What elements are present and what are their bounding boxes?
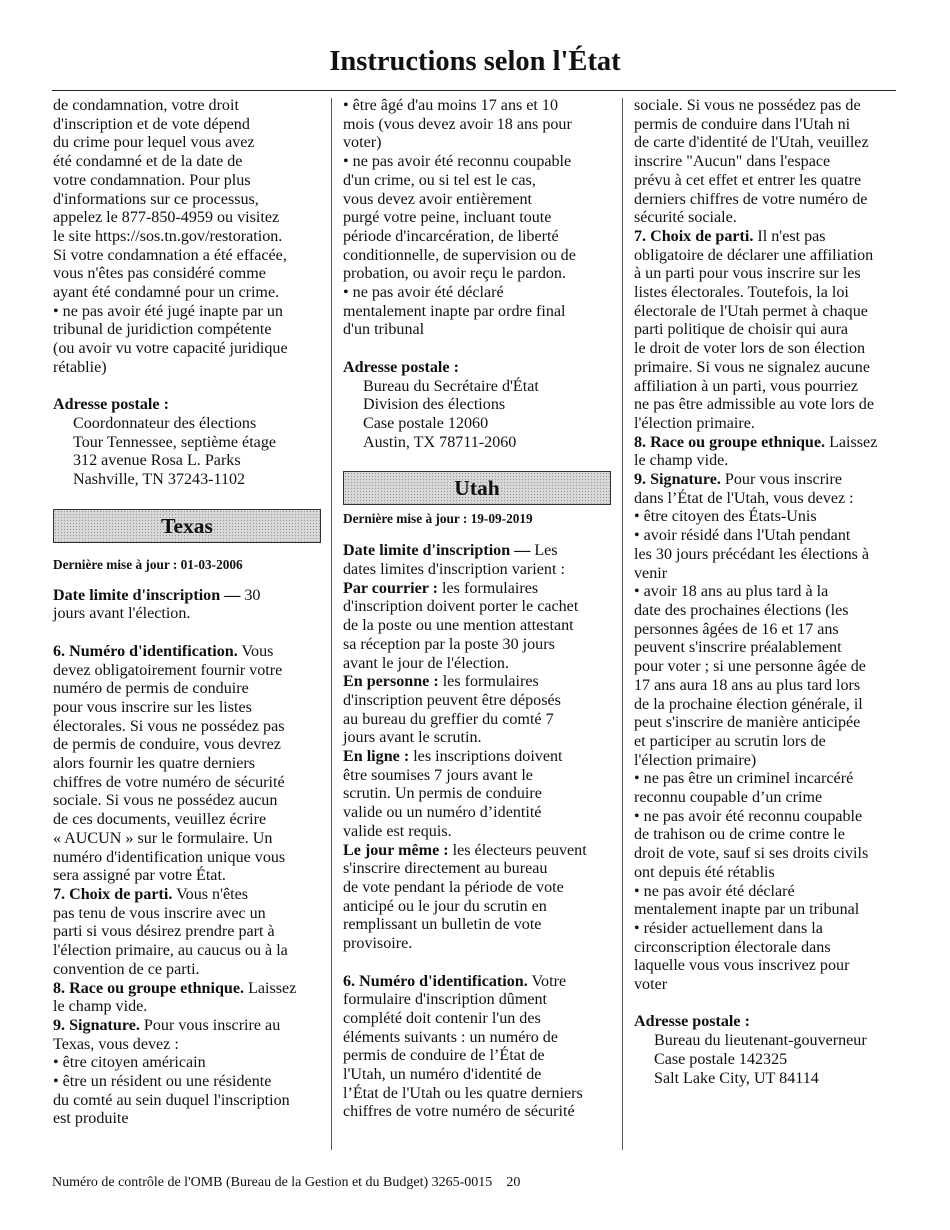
mailing-address: Coordonnateur des élections Tour Tennessee, septième étage 312 avenue Rosa L. Parks Nashville, TN 37243-1102 [73,414,277,489]
mailing-address: Bureau du Secrétaire d'État Division des élections Case postale 12060 Austin, TX 78711-2060 [363,377,539,451]
in-person: En personne : les formulaires [343,673,539,691]
title-rule [52,90,896,91]
column-1: de condamnation, votre droit d'inscription et de vote dépend du crime pour lequel vous avez été condamné et de la date de votre condamnation. Pour plus d'informations sur ce processus, appelez le 877-850-4959 ou visitez le site https://sos.tn.gov/restoration. Si votre condamnation a été effacée, vous n'êtes pas considéré comme ayant été condamné pour un crime. • ne pas avoir été jugé inapte par un tribunal de juridiction compétente (ou avoir vu votre capacité juridique rétablie) Adresse postale : Coordonnateur des élections Tour Tennessee, septième étage 312 avenue Rosa L. Parks Nashville, TN 37243-1102 Texas Dernière mise à jour : 01-03-2006 Date limite d'inscription — 30 jours avant l'élection. 6. Numéro d'identification. Vous devez obligatoirement fournir votre numéro de permis de conduire pour vous inscrire sur les listes électorales. Si vous ne possédez pas de permis de conduire, vous devrez alors fournir les quatre derniers chiffres de votre numéro de sécurité sociale. Si vous ne possédez aucun de ces documents, veuillez écrire « AUCUN » sur le formulaire. Un numéro d'identification unique vous sera assigné par votre État. 7. Choix de parti. Vous n'êtes pas tenu de vous inscrire avec un parti si vous désirez prendre part à l'élection primaire, au caucus ou à la convention de ce parti. 8. Race ou groupe ethnique. Laissez le champ vide. 9. Signature. Pour vous inscrire au Texas, vous devez : • être citoyen américain • être un résident ou une résidente du comté au sein duquel l'inscription est produite [53,97,321,1129]
registration-deadline: Date limite d'inscription — 30 [53,586,261,604]
last-updated: Dernière mise à jour : 19-09-2019 [343,511,533,527]
section-8: 8. Race ou groupe ethnique. Laissez [53,979,297,997]
page-title: Instructions selon l'État [329,46,621,77]
column-divider [622,98,623,1150]
last-updated: Dernière mise à jour : 01-03-2006 [53,556,243,572]
state-header-utah: Utah [343,471,611,505]
section-9: 9. Signature. Pour vous inscrire [634,471,843,489]
online: En ligne : les inscriptions doivent [343,748,563,766]
registration-deadline: Date limite d'inscription — Les [343,542,558,560]
tennessee-continued: de condamnation, votre droit d'inscription et de vote dépend du crime pour lequel vous avez été condamné et de la date de votre condamnation. Pour plus d'informations sur ce processus, appelez le 877-850-4959 ou visitez le site https://sos.tn.gov/restoration. Si votre condamnation a été effacée, vous n'êtes pas considéré comme ayant été condamné pour un crime. • ne pas avoir été jugé inapte par un tribunal de juridiction compétente (ou avoir vu votre capacité juridique rétablie) [53,97,288,376]
section-6: 6. Numéro d'identification. Vous [53,642,274,660]
column-divider [331,98,332,1150]
omb-control-number: Numéro de contrôle de l'OMB (Bureau de la Gestion et du Budget) 3265-0015 [52,1175,493,1190]
mailing-address-heading: Adresse postale : [343,358,459,376]
state-header-texas: Texas [53,509,321,543]
texas-continued: • être âgé d'au moins 17 ans et 10 mois (vous devez avoir 18 ans pour voter) • ne pas avoir été reconnu coupable d'un crime, ou si tel est le cas, vous devez avoir entièrement purgé votre peine, incluant toute période d'incarcération, de liberté conditionnelle, de supervision ou de probation, ou avoir reçu le pardon. • ne pas avoir été déclaré mentalement inapte par ordre final d'un tribunal [343,97,576,339]
page-number: 20 [506,1175,521,1190]
section-7: 7. Choix de parti. Il n'est pas [634,227,826,245]
column-3: sociale. Si vous ne possédez pas de permis de conduire dans l'Utah ni de carte d'identité de l'Utah, veuillez inscrire "Aucun" dans l'espace prévu à cet effet et entrer les quatre derniers chiffres de votre numéro de sécurité sociale. 7. Choix de parti. Il n'est pas obligatoire de déclarer une affiliation à un parti pour vous inscrire sur les listes électorales. Toutefois, la loi électorale de l'Utah permet à chaque parti politique de choisir qui aura le droit de voter lors de son élection primaire. Si vous ne signalez aucune affiliation à un parti, vous pourriez ne pas être admissible au vote lors de l'élection primaire. 8. Race ou groupe ethnique. Laissez le champ vide. 9. Signature. Pour vous inscrire dans l’État de l'Utah, vous devez : • être citoyen des États-Unis • avoir résidé dans l'Utah pendant les 30 jours précédant les élections à venir • avoir 18 ans au plus tard à la date des prochaines élections (les personnes âgées de 16 et 17 ans peuvent s'inscrire préalablement pour voter ; si une personne âgée de 17 ans aura 18 ans au plus tard lors de la prochaine élection générale, il peut s'inscrire de manière anticipée et participer au scrutin lors de l'élection primaire) • ne pas être un criminel incarcéré reconnu coupable d’un crime • ne pas avoir été reconnu coupable de trahison ou de crime contre le droit de vote, sauf si ses droits civils ont depuis été rétablis • ne pas avoir été déclaré mentalement inapte par un tribunal • résider actuellement dans la circonscription électorale dans laquelle vous vous inscrivez pour voter Adresse postale : Bureau du lieutenant-gouverneur Case postale 142325 Salt Lake City, UT 84114 [634,97,900,1088]
section-6: 6. Numéro d'identification. Votre [343,972,567,990]
page-footer [52,1175,520,1191]
utah-continued: sociale. Si vous ne possédez pas de permis de conduire dans l'Utah ni de carte d'identité de l'Utah, veuillez inscrire "Aucun" dans l'espace prévu à cet effet et entrer les quatre derniers chiffres de votre numéro de sécurité sociale. [634,97,869,227]
mailing-address: Bureau du lieutenant-gouverneur Case postale 142325 Salt Lake City, UT 84114 [654,1032,867,1087]
mailing-address-heading: Adresse postale : [634,1013,750,1031]
column-2: • être âgé d'au moins 17 ans et 10 mois (vous devez avoir 18 ans pour voter) • ne pas avoir été reconnu coupable d'un crime, ou si tel est le cas, vous devez avoir entièrement purgé votre peine, incluant toute période d'incarcération, de liberté conditionnelle, de supervision ou de probation, ou avoir reçu le pardon. • ne pas avoir été déclaré mentalement inapte par ordre final d'un tribunal Adresse postale : Bureau du Secrétaire d'État Division des élections Case postale 12060 Austin, TX 78711-2060 Utah Dernière mise à jour : 19-09-2019 Date limite d'inscription — Les dates limites d'inscription varient : Par courrier : les formulaires d'inscription doivent porter le cachet de la poste ou une mention attestant sa réception par la poste 30 jours avant le jour de l'élection. En personne : les formulaires d'inscription peuvent être déposés au bureau du greffier du comté 7 jours avant le scrutin. En ligne : les inscriptions doivent être soumises 7 jours avant le scrutin. Un permis de conduire valide ou un numéro d’identité valide est requis. Le jour même : les électeurs peuvent s'inscrire directement au bureau de vote pendant la période de vote anticipé ou le jour du scrutin en remplissant un bulletin de vote provisoire. 6. Numéro d'identification. Votre formulaire d'inscription dûment complété doit contenir l'un des éléments suivants : un numéro de permis de conduire de l’État de l'Utah, un numéro d'identité de l’État de l'Utah ou les quatre derniers chiffres de votre numéro de sécurité [343,97,611,1122]
mailing-address-heading: Adresse postale : [53,396,169,414]
section-8: 8. Race ou groupe ethnique. Laissez [634,433,878,451]
section-7: 7. Choix de parti. Vous n'êtes [53,885,249,903]
section-9: 9. Signature. Pour vous inscrire au [53,1016,281,1034]
same-day: Le jour même : les électeurs peuvent [343,841,587,859]
by-mail: Par courrier : les formulaires [343,579,539,597]
